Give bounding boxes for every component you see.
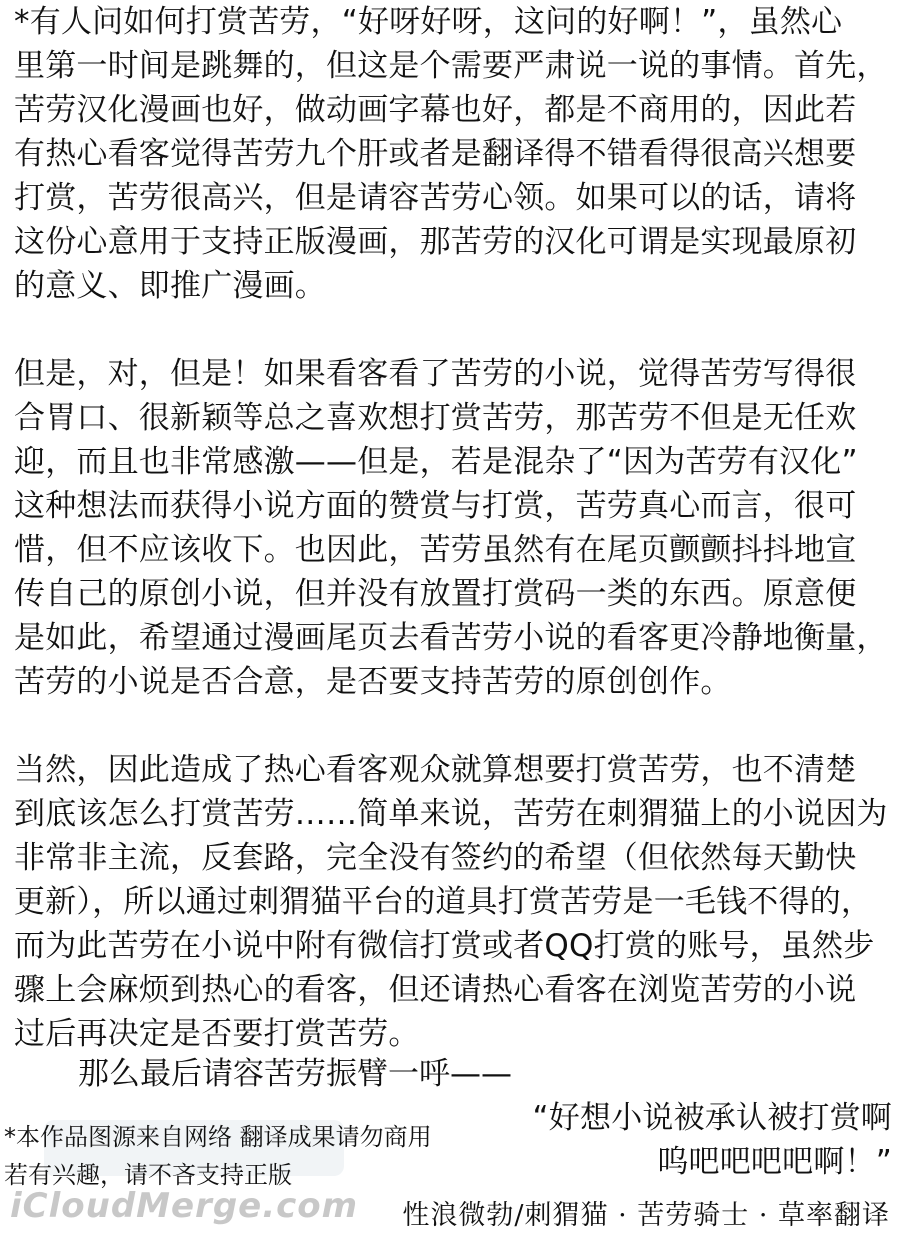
text-line: *有人问如何打赏苦劳，“好呀好呀，这问的好啊！”，虽然心: [14, 4, 843, 40]
text-line: 有热心看客觉得苦劳九个肝或者是翻译得不错看得很高兴想要: [14, 136, 857, 172]
paragraph-how-to-tip: [14, 748, 894, 1056]
text-line: 传自己的原创小说，但并没有放置打赏码一类的东西。原意便: [14, 576, 857, 612]
closing-line: 那么最后请容苦劳振臂一呼——: [78, 1056, 512, 1092]
text-line: 骤上会麻烦到热心的看客，但还请热心看客在浏览苦劳的小说: [14, 972, 857, 1008]
text-line: 是如此，希望通过漫画尾页去看苦劳小说的看客更冷静地衡量，: [14, 620, 888, 656]
text-line: 打赏，苦劳很高兴，但是请容苦劳心领。如果可以的话，请将: [14, 180, 857, 216]
copyright-notice: [4, 1118, 524, 1194]
quote-line: 呜吧吧吧吧啊！”: [657, 1144, 892, 1180]
text-line: 非常非主流，反套路，完全没有签约的希望（但依然每天勤快: [14, 840, 857, 876]
text-line: 里第一时间是跳舞的，但这是个需要严肃说一说的事情。首先，: [14, 48, 888, 84]
text-line: 到底该怎么打赏苦劳……简单来说，苦劳在刺猬猫上的小说因为: [14, 796, 888, 832]
watermark-text: iCloudMerge.com: [10, 1186, 359, 1226]
text-line: 这份心意用于支持正版漫画，那苦劳的汉化可谓是实现最原初: [14, 224, 857, 260]
text-line: 而为此苦劳在小说中附有微信打赏或者QQ打赏的账号，虽然步: [14, 928, 875, 964]
text-line: 更新），所以通过刺猬猫平台的道具打赏苦劳是一毛钱不得的，: [14, 884, 873, 920]
notice-line: *本作品图源来自网络 翻译成果请勿商用: [4, 1123, 432, 1151]
notice-line: 若有兴趣，请不吝支持正版: [4, 1161, 292, 1189]
text-line: 但是，对，但是！如果看客看了苦劳的小说，觉得苦劳写得很: [14, 356, 857, 392]
text-line: 惜，但不应该收下。也因此，苦劳虽然有在尾页颤颤抖抖地宣: [14, 532, 857, 568]
text-line: 当然，因此造成了热心看客观众就算想要打赏苦劳，也不清楚: [14, 752, 857, 788]
text-line: 合胃口、很新颖等总之喜欢想打赏苦劳，那苦劳不但是无任欢: [14, 400, 857, 436]
text-line: 迎，而且也非常感激——但是，若是混杂了“因为苦劳有汉化”: [14, 444, 858, 480]
text-line: 的意义、即推广漫画。: [14, 268, 326, 304]
paragraph-novel-tipping: [14, 352, 894, 704]
closing-quote: [472, 1096, 892, 1184]
text-line: 苦劳的小说是否合意，是否要支持苦劳的原创创作。: [14, 664, 732, 700]
text-line: 苦劳汉化漫画也好，做动画字幕也好，都是不商用的，因此若: [14, 92, 857, 128]
quote-line: “好想小说被承认被打赏啊: [532, 1100, 892, 1136]
translator-credits: 性浪微勃/刺猬猫 · 苦劳骑士 · 草率翻译: [402, 1200, 890, 1231]
text-line: 这种想法而获得小说方面的赞赏与打赏，苦劳真心而言，很可: [14, 488, 857, 524]
text-line: 过后再决定是否要打赏苦劳。: [14, 1016, 420, 1052]
paragraph-tipping-intro: [14, 0, 894, 308]
